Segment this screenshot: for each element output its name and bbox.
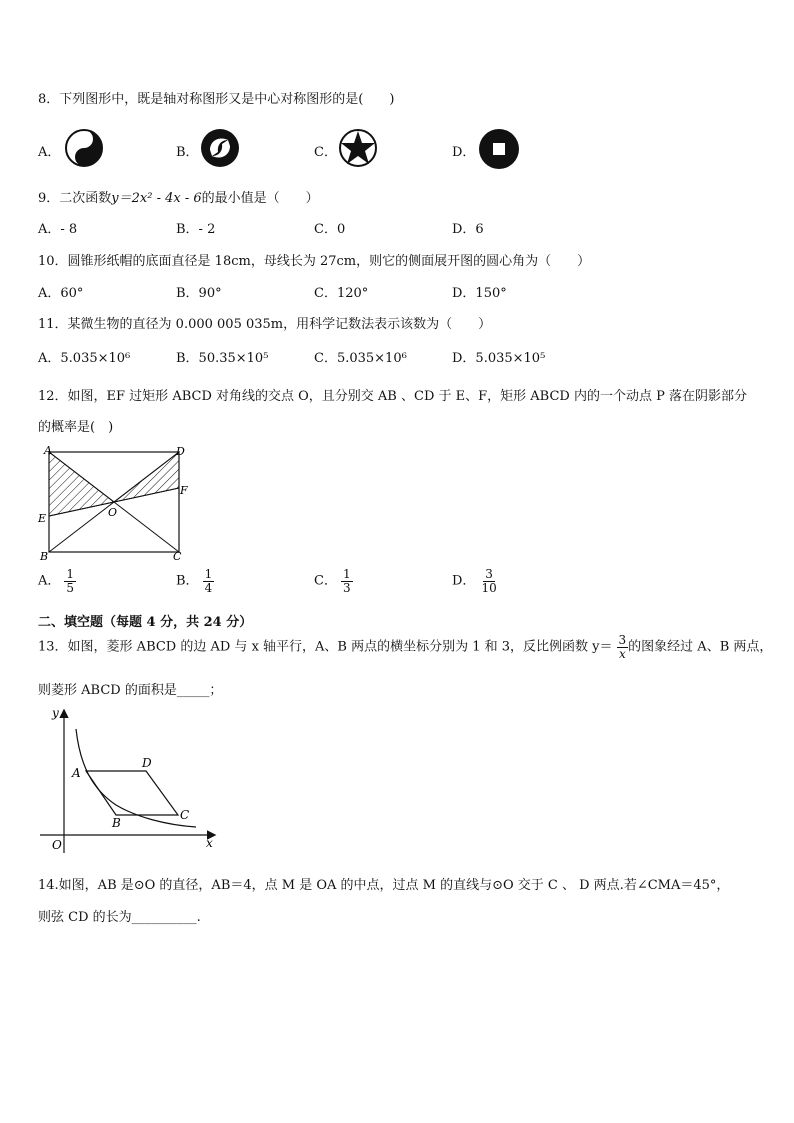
q10-option-b: B．90° — [176, 286, 222, 301]
label-o: O — [108, 506, 118, 519]
q13-fraction — [617, 634, 629, 660]
q11-option-a: A．5.035×10⁶ — [38, 351, 131, 366]
q9-option-c: C．0 — [314, 222, 346, 237]
q10-option-d: D．150° — [452, 286, 507, 301]
q14-text-line1: 14.如图，AB 是⊙O 的直径，AB＝4，点 M 是 OA 的中点，过点 M 的直线与⊙O 交于 C 、 D 两点.若∠CMA＝45°， — [38, 878, 730, 893]
q10-text: 10．圆锥形纸帽的底面直径是 18cm，母线长为 27cm，则它的侧面展开图的圆心角为（ ） — [38, 254, 591, 269]
q13-rhombus-figure — [36, 705, 226, 855]
q14-text-line2: 则弦 CD 的长为__________. — [38, 910, 201, 925]
q13-text-line1 — [38, 634, 772, 660]
fraction-numerator: 3 — [485, 567, 493, 581]
q12-option-b — [176, 568, 214, 594]
q8-option-b-label: B． — [176, 145, 199, 160]
q12-option-a-label: A． — [38, 573, 61, 589]
fraction-numerator: 3 — [618, 633, 627, 647]
hyperbola-curve — [76, 729, 196, 827]
q9-option-b: B．- 2 — [176, 222, 216, 237]
q8-option-d-label: D． — [452, 145, 476, 160]
q9-text-pre: 9．二次函数 — [38, 191, 112, 206]
q11-text: 11．某微生物的直径为 0.000 005 035m，用科学记数法表示该数为（ ） — [38, 317, 492, 332]
q12-option-c — [314, 568, 353, 594]
fraction-denominator: 4 — [204, 580, 213, 595]
label-c: C — [180, 808, 190, 822]
label-o: O — [52, 838, 62, 852]
q12-text-line2: 的概率是( ) — [38, 420, 114, 435]
fraction-numerator: 1 — [66, 567, 75, 581]
q12-option-d-label: D． — [452, 573, 476, 589]
fraction-denominator: 5 — [66, 580, 75, 595]
label-b: B — [112, 816, 121, 830]
fraction-numerator: 1 — [204, 567, 213, 581]
section-title-fill-in: 二、填空题（每题 4 分，共 24 分） — [38, 615, 253, 630]
star-in-circle-icon — [338, 128, 378, 168]
label-d: D — [142, 756, 152, 770]
yin-yang-icon — [64, 128, 104, 168]
label-e: E — [38, 512, 47, 525]
q10-option-a: A．60° — [38, 286, 84, 301]
q10-option-c: C．120° — [314, 286, 369, 301]
q12-option-a-fraction — [64, 568, 76, 594]
label-c: C — [173, 550, 182, 563]
rhombus-abcd — [86, 771, 178, 815]
q12-option-c-label: C． — [314, 573, 337, 589]
fraction-numerator: 1 — [342, 567, 351, 581]
q13-text-pre: 13．如图，菱形 ABCD 的边 AD 与 x 轴平行，A、B 两点的横坐标分别为 1 和 3，反比例函数 y＝ — [38, 639, 613, 655]
label-b: B — [40, 550, 49, 563]
swirl-emblem-icon — [200, 128, 240, 168]
q8-option-c-label: C． — [314, 145, 337, 160]
q11-option-d: D．5.035×10⁵ — [452, 351, 546, 366]
q9-text — [38, 187, 319, 206]
q11-option-b: B．50.35×10⁵ — [176, 351, 269, 366]
fraction-denominator: 10 — [481, 580, 497, 595]
q12-rectangle-figure — [34, 444, 194, 564]
q13-text-post: 的图象经过 A、B 两点， — [628, 639, 773, 655]
q11-option-c: C．5.035×10⁶ — [314, 351, 407, 366]
q9-option-a: A．- 8 — [38, 222, 78, 237]
label-a: A — [72, 766, 81, 780]
label-f: F — [180, 484, 188, 497]
q9-option-d: D．6 — [452, 222, 484, 237]
shaded-triangle-left — [49, 452, 114, 516]
q8-option-a-label: A． — [38, 145, 61, 160]
q12-option-b-label: B． — [176, 573, 199, 589]
label-x: x — [206, 836, 213, 850]
q13-text-line2: 则菱形 ABCD 的面积是_____； — [38, 683, 223, 698]
label-d: D — [176, 445, 185, 458]
q9-formula: y＝2x² - 4x - 6 — [111, 191, 202, 206]
q8-text: 8．下列图形中，既是轴对称图形又是中心对称图形的是( ) — [38, 92, 395, 107]
q12-option-d-fraction — [479, 568, 498, 594]
label-y: y — [52, 706, 59, 720]
q12-option-b-fraction — [203, 568, 215, 594]
fraction-denominator: 3 — [342, 580, 351, 595]
q12-option-a — [38, 568, 76, 594]
q9-text-post: 的最小值是（ ） — [201, 191, 319, 206]
q12-option-c-fraction — [341, 568, 353, 594]
coin-square-hole-icon — [478, 128, 520, 170]
q12-text-line1: 12．如图，EF 过矩形 ABCD 对角线的交点 O，且分别交 AB 、CD 于 E、F，矩形 ABCD 内的一个动点 P 落在阴影部分 — [38, 389, 747, 404]
fraction-denominator: x — [618, 646, 626, 661]
q12-option-d — [452, 568, 499, 594]
label-a: A — [44, 444, 52, 457]
